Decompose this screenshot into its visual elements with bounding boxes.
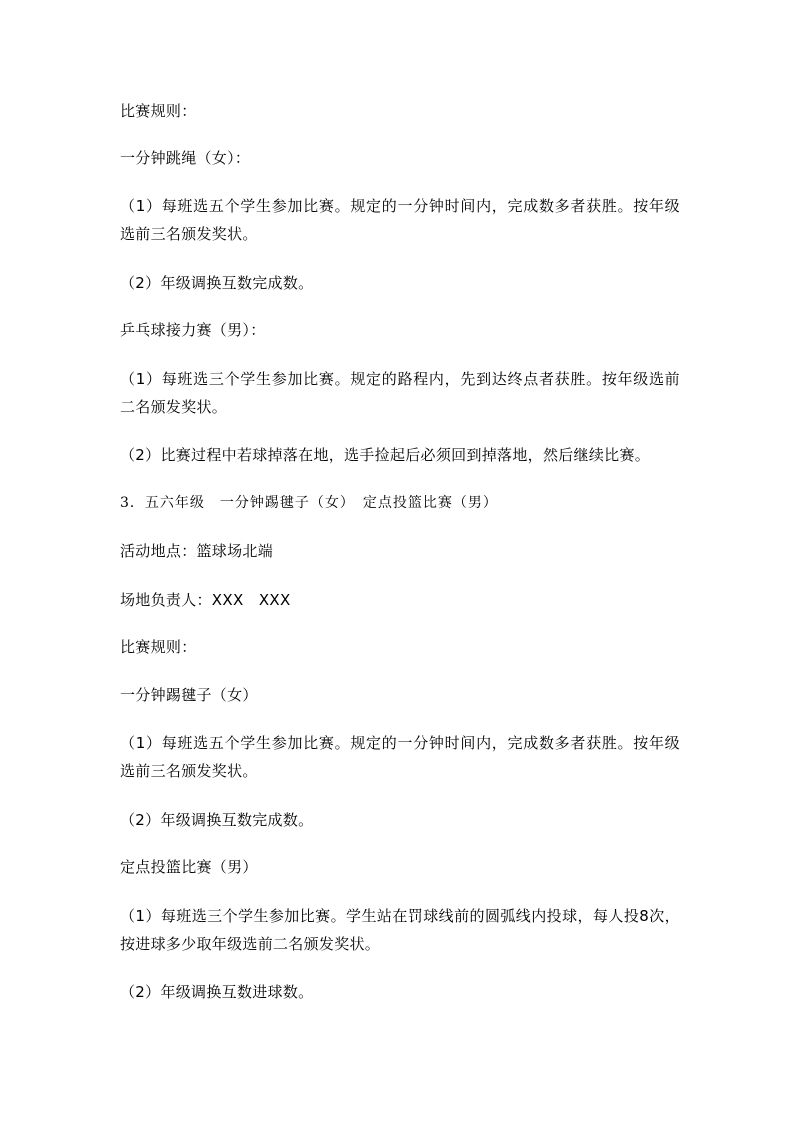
rules-heading: 比赛规则： [120, 102, 197, 120]
rules-heading-2: 比赛规则： [120, 638, 197, 656]
section-3-heading: 3．五六年级 一分钟踢毽子（女） 定点投篮比赛（男） [120, 495, 498, 511]
activity-location: 活动地点：篮球场北端 [120, 542, 274, 560]
basketball-rule-2: （2）年级调换互数进球数。 [120, 983, 314, 1001]
shuttlecock-rule-2: （2）年级调换互数完成数。 [120, 811, 314, 829]
basketball-rule-1: （1）每班选三个学生参加比赛。学生站在罚球线前的圆弧线内投球，每人投8次，按进球多少取年级选前二名颁发奖状。 [120, 907, 680, 953]
pingpong-title: 乒乓球接力赛（男）： [120, 321, 266, 339]
venue-manager: 场地负责人：XXX XXX [120, 591, 291, 609]
pingpong-rule-1: （1）每班选三个学生参加比赛。规定的路程内，先到达终点者获胜。按年级选前二名颁发奖状。 [120, 370, 680, 416]
shuttlecock-rule-1: （1）每班选五个学生参加比赛。规定的一分钟时间内，完成数多者获胜。按年级选前三名颁发奖状。 [120, 734, 680, 780]
pingpong-rule-2: （2）比赛过程中若球掉落在地，选手捡起后必须回到掉落地，然后继续比赛。 [120, 446, 651, 464]
basketball-title: 定点投篮比赛（男） [120, 858, 258, 876]
jump-rope-rule-1: （1）每班选五个学生参加比赛。规定的一分钟时间内，完成数多者获胜。按年级选前三名颁发奖状。 [120, 197, 680, 243]
shuttlecock-title: 一分钟踢毽子（女） [120, 686, 258, 704]
jump-rope-title: 一分钟跳绳（女）： [120, 149, 251, 167]
jump-rope-rule-2: （2）年级调换互数完成数。 [120, 274, 314, 292]
